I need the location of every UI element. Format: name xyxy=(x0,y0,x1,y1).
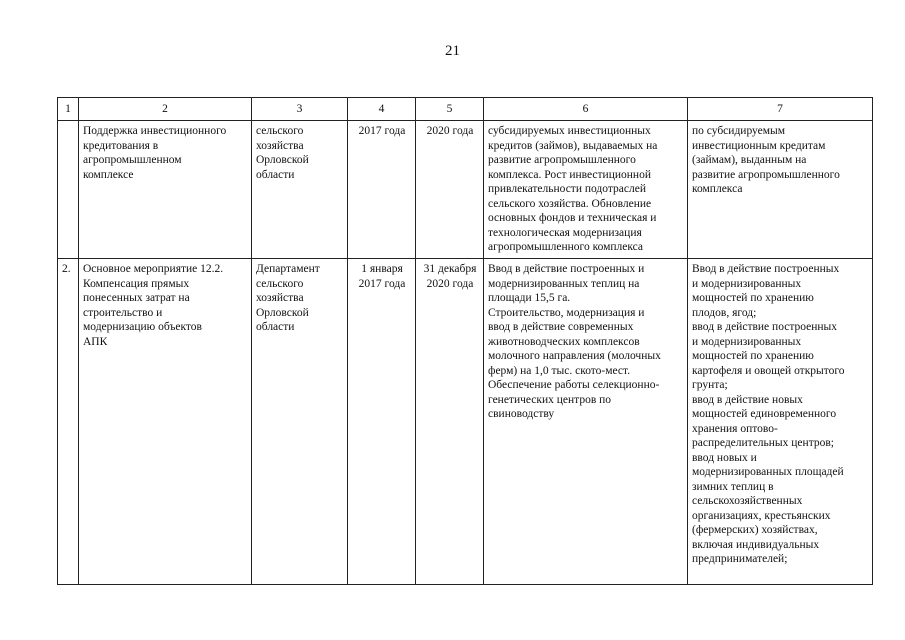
header-col-1: 1 xyxy=(58,98,79,121)
cell-text-line: включая индивидуальных xyxy=(692,538,820,551)
cell-executor xyxy=(252,121,348,259)
cell-text-line: Орловской xyxy=(256,306,309,319)
cell-text-line: 2017 года xyxy=(358,277,406,290)
cell-text-line: Ввод в действие построенных и xyxy=(488,263,645,275)
table-row xyxy=(58,121,873,259)
header-col-3: 3 xyxy=(252,98,348,121)
cell-indicator xyxy=(688,121,873,259)
cell-text-line: модернизацию объектов xyxy=(83,321,202,333)
table-row xyxy=(58,259,873,585)
cell-text-line: плодов, ягод; xyxy=(692,306,757,319)
cell-text-line: Строительство, модернизация и xyxy=(488,306,645,319)
cell-text-line: Поддержка инвестиционного xyxy=(83,125,227,137)
cell-text-line: по субсидируемым xyxy=(692,125,786,137)
cell-text-line: и модернизированных xyxy=(692,335,802,348)
cell-text-line: 2020 года xyxy=(426,125,474,137)
cell-text-line: генетических центров по xyxy=(488,393,612,406)
cell-text-line: зимних теплиц в xyxy=(692,480,774,493)
cell-text-line: 31 декабря xyxy=(423,263,477,275)
cell-text-line: комплекса xyxy=(692,183,743,195)
cell-text-line: ферм) на 1,0 тыс. ското-мест. xyxy=(488,364,631,377)
cell-executor xyxy=(252,259,348,585)
cell-text-line: площади 15,5 га. xyxy=(488,292,571,304)
cell-start-date xyxy=(348,121,416,259)
cell-start-date xyxy=(348,259,416,585)
cell-text-line: Компенсация прямых xyxy=(83,277,190,290)
cell-text-line: 2017 года xyxy=(358,125,406,137)
cell-text-line: хранения оптово- xyxy=(692,422,778,435)
cell-text-line: предпринимателей; xyxy=(692,553,788,565)
cell-text-line: 1 января xyxy=(361,263,403,275)
cell-text-line: грунта; xyxy=(692,379,728,391)
cell-number xyxy=(58,121,79,259)
cell-text-line: области xyxy=(256,168,295,181)
cell-measure-name xyxy=(79,259,252,585)
cell-text-line: хозяйства xyxy=(256,292,304,304)
cell-end-date xyxy=(416,259,484,585)
cell-text-line: (займам), выданным на xyxy=(692,154,807,166)
cell-text-line: хозяйства xyxy=(256,139,304,152)
cell-indicator xyxy=(688,259,873,585)
cell-text-line: сельскохозяйственных xyxy=(692,495,803,507)
cell-text-line: распределительных центров; xyxy=(692,437,834,449)
cell-text-line: ввод в действие новых xyxy=(692,393,803,406)
cell-text-line: развитие агропромышленного xyxy=(692,168,840,181)
cell-text-line: мощностей единовременного xyxy=(692,408,837,420)
cell-text-line: области xyxy=(256,321,295,333)
cell-text-line: сельского xyxy=(256,125,304,137)
cell-expected-result xyxy=(484,259,688,585)
cell-text-line: ввод в действие построенных xyxy=(692,321,838,333)
cell-text-line: кредитов (займов), выдаваемых на xyxy=(488,139,658,152)
cell-text-line: животноводческих комплексов xyxy=(488,335,640,348)
header-row xyxy=(58,98,873,121)
cell-text-line: мощностей по хранению xyxy=(692,292,814,304)
measures-table xyxy=(57,97,873,585)
cell-text-line: и модернизированных xyxy=(692,277,802,290)
cell-text-line: кредитования в xyxy=(83,139,159,152)
cell-text-line: строительство и xyxy=(83,306,163,319)
cell-text-line: агропромышленном xyxy=(83,154,182,166)
cell-text-line: (фермерских) хозяйствах, xyxy=(692,524,818,536)
cell-text-line: субсидируемых инвестиционных xyxy=(488,125,651,137)
cell-text-line: ввод в действие современных xyxy=(488,321,634,333)
cell-text-line: молочного направления (молочных xyxy=(488,350,661,362)
cell-text-line: Орловской xyxy=(256,154,309,166)
cell-text-line: привлекательности подотраслей xyxy=(488,183,647,195)
cell-text-line: инвестиционным кредитам xyxy=(692,139,826,152)
cell-text-line: АПК xyxy=(83,335,108,348)
cell-text-line: агропромышленного комплекса xyxy=(488,241,644,253)
header-col-7: 7 xyxy=(688,98,873,121)
cell-expected-result xyxy=(484,121,688,259)
cell-text-line: Ввод в действие построенных xyxy=(692,263,840,275)
cell-text-line: 2. xyxy=(62,263,71,275)
cell-end-date xyxy=(416,121,484,259)
cell-text-line: сельского хозяйства. Обновление xyxy=(488,197,652,210)
header-col-5: 5 xyxy=(416,98,484,121)
cell-text-line: Основное мероприятие 12.2. xyxy=(83,263,224,275)
cell-text-line: мощностей по хранению xyxy=(692,350,814,362)
cell-number xyxy=(58,259,79,585)
cell-text-line: организациях, крестьянских xyxy=(692,509,831,522)
cell-text-line: модернизированных теплиц на xyxy=(488,277,640,290)
cell-text-line: ввод новых и xyxy=(692,451,757,464)
cell-text-line: Департамент xyxy=(256,263,320,275)
cell-text-line: технологическая модернизация xyxy=(488,226,642,239)
cell-text-line: 2020 года xyxy=(426,277,474,290)
cell-text-line: комплекса. Рост инвестиционной xyxy=(488,168,651,181)
page-number: 21 xyxy=(445,43,460,59)
cell-text-line: модернизированных площадей xyxy=(692,466,844,478)
cell-text-line: свиноводству xyxy=(488,408,555,420)
header-col-4: 4 xyxy=(348,98,416,121)
cell-text-line: основных фондов и техническая и xyxy=(488,212,657,224)
cell-text-line: развитие агропромышленного xyxy=(488,154,636,166)
cell-text-line: Обеспечение работы селекционно- xyxy=(488,379,660,391)
cell-measure-name xyxy=(79,121,252,259)
header-col-2: 2 xyxy=(79,98,252,121)
cell-text-line: сельского xyxy=(256,277,304,290)
header-col-6: 6 xyxy=(484,98,688,121)
cell-text-line: понесенных затрат на xyxy=(83,292,190,304)
cell-text-line: картофеля и овощей открытого xyxy=(692,364,845,377)
cell-text-line: комплексе xyxy=(83,168,134,181)
